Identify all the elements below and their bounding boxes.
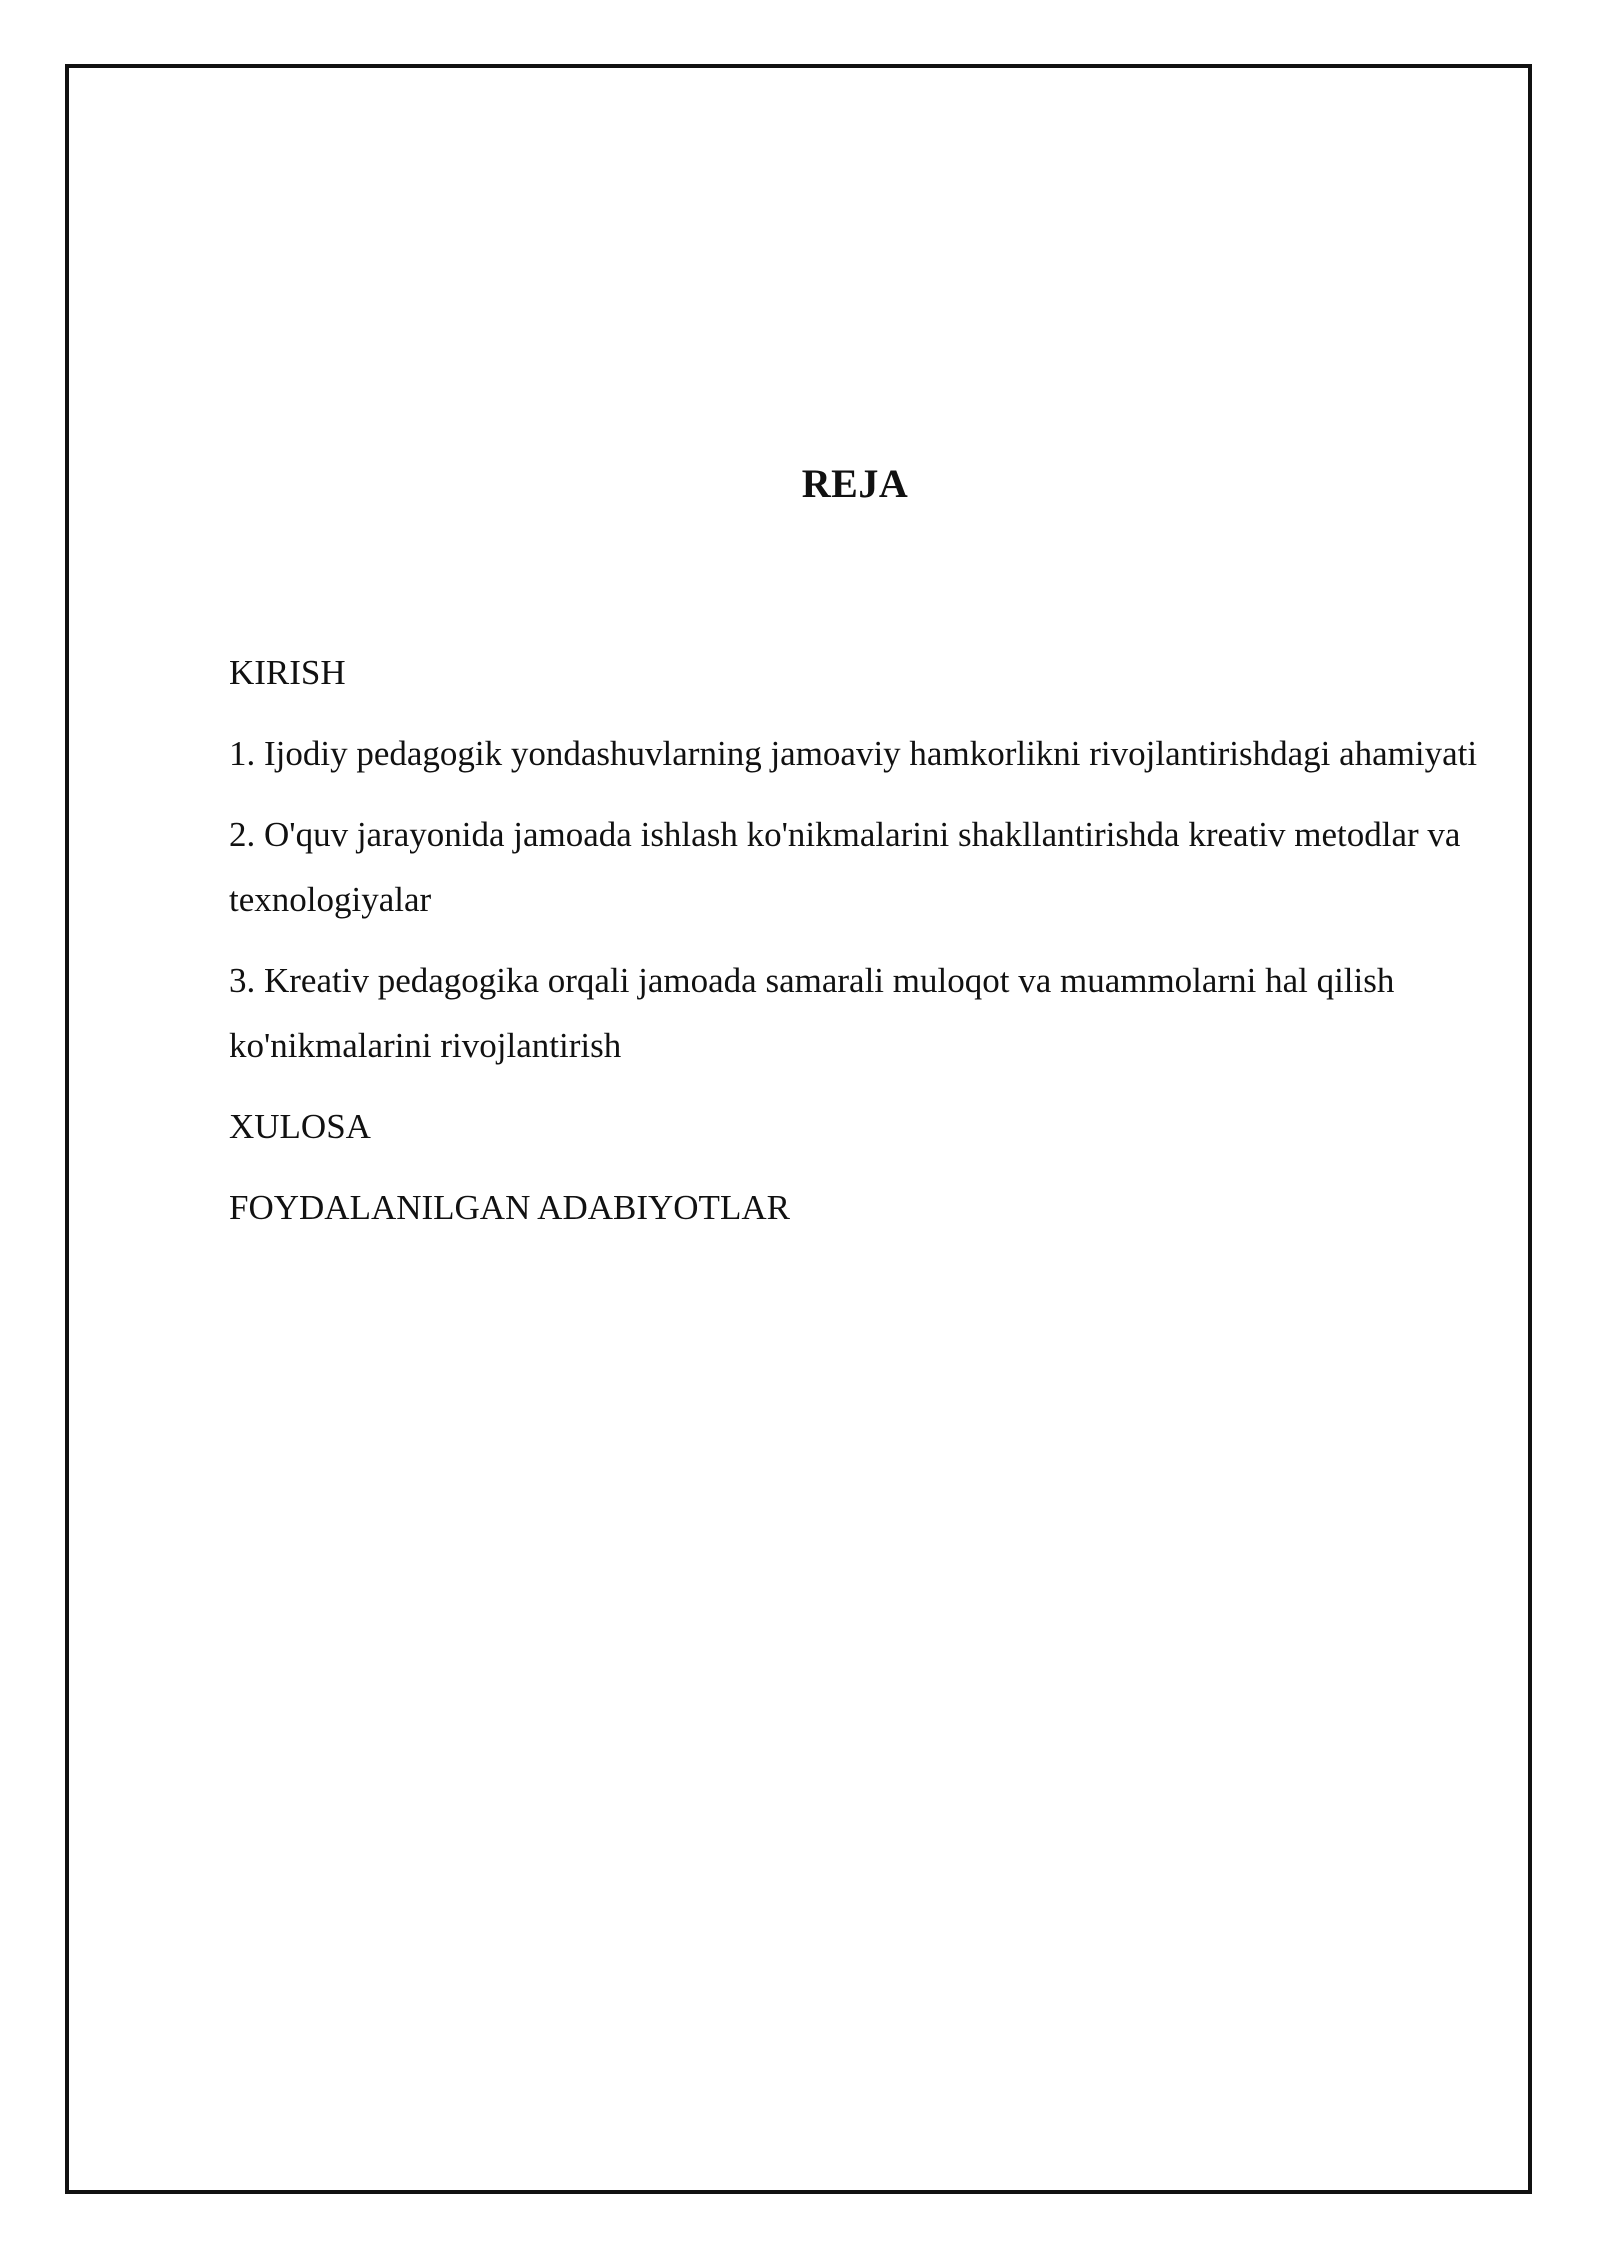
toc-item-chapter-3: 3. Kreativ pedagogika orqali jamoada samarali muloqot va muammolarni hal qilish ko'nikmalarini rivojlantirish xyxy=(229,961,1395,1065)
table-of-contents xyxy=(229,640,1499,1256)
toc-item-chapter-2: 2. O'quv jarayonida jamoada ishlash ko'nikmalarini shakllantirishda kreativ metodlar va texnologiyalar xyxy=(229,815,1461,919)
toc-item-references: FOYDALANILGAN ADABIYOTLAR xyxy=(229,1188,790,1227)
toc-item-conclusion: XULOSA xyxy=(229,1107,371,1146)
toc-item-introduction: KIRISH xyxy=(229,653,346,692)
toc-item-chapter-1: 1. Ijodiy pedagogik yondashuvlarning jamoaviy hamkorlikni rivojlantirishdagi ahamiyati xyxy=(229,734,1478,773)
page-title: REJA xyxy=(801,461,909,506)
